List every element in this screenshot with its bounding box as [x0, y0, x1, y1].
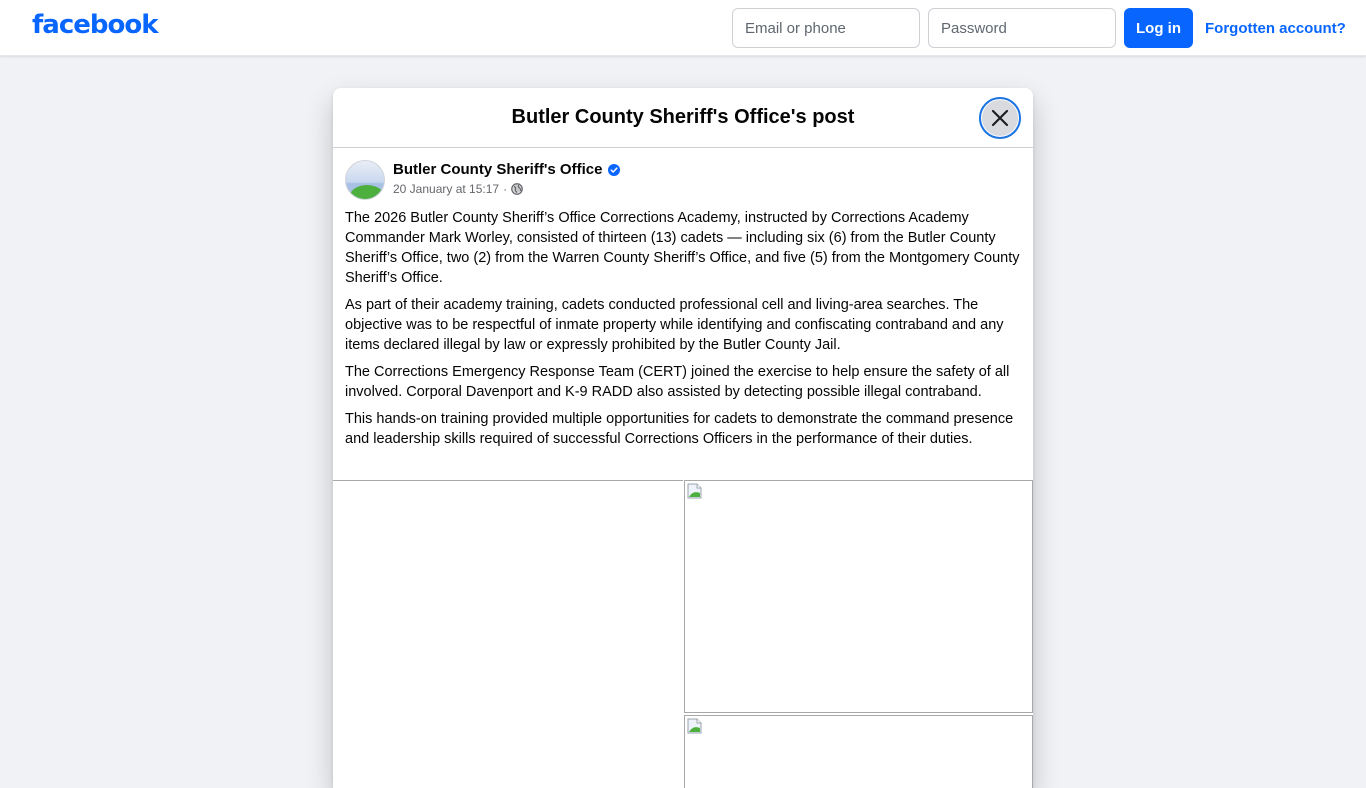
- password-field[interactable]: [928, 8, 1116, 48]
- verified-badge-icon: [608, 164, 620, 176]
- post-paragraph: As part of their academy training, cadets conducted professional cell and living-area searches. The objective was to be respectful of inmate property while identifying and confiscating contraband and any items declared illegal by law or expressly prohibited by the Butler County Jail.: [345, 297, 1004, 353]
- post-media-grid: [333, 480, 1033, 788]
- post-photo-secondary[interactable]: [684, 480, 1033, 713]
- forgotten-account-link[interactable]: Forgotten account?: [1205, 19, 1346, 37]
- close-button[interactable]: [979, 97, 1021, 139]
- post-paragraph: This hands-on training provided multiple opportunities for cadets to demonstrate the command presence and leadership skills required of successful Corrections Officers in the performance of their duties.: [345, 411, 1014, 447]
- avatar-placeholder-graphic: [350, 185, 384, 200]
- post-timestamp[interactable]: 20 January at 15:17: [393, 182, 500, 196]
- avatar[interactable]: [345, 160, 385, 200]
- author-name-text[interactable]: Butler County Sheriff's Office: [393, 161, 603, 178]
- post-body: [333, 204, 1033, 449]
- email-field[interactable]: [732, 8, 920, 48]
- globe-icon: [511, 183, 523, 195]
- top-navigation-bar: [0, 0, 1366, 56]
- broken-image-icon: [687, 483, 703, 499]
- post-paragraph: The Corrections Emergency Response Team (CERT) joined the exercise to help ensure the safety of all involved. Corporal Davenport and K-9 RADD also assisted by detecting possible illegal contraband.: [345, 364, 1010, 400]
- post-meta: [393, 182, 523, 196]
- close-icon: [991, 109, 1009, 127]
- dialog-header: [333, 88, 1033, 148]
- broken-image-icon: [687, 718, 703, 734]
- facebook-logo[interactable]: facebook: [32, 10, 158, 40]
- post-header: [333, 148, 1033, 204]
- login-button[interactable]: Log in: [1124, 8, 1193, 48]
- post-paragraph: The 2026 Butler County Sheriff’s Office Corrections Academy, instructed by Corrections Academy Commander Mark Worley, consisted of thirteen (13) cadets — including six (6) from the Butler County Sheriff’s Office, two (2) from the Warren County Sheriff’s Office, and five (5) from the Montgomery County Sheriff’s Office.: [345, 210, 1020, 286]
- login-form: [732, 8, 1346, 48]
- author-name[interactable]: [393, 161, 620, 178]
- post-photo-main[interactable]: [333, 480, 683, 788]
- post-photo-tertiary[interactable]: [684, 715, 1033, 788]
- meta-separator: ·: [503, 182, 508, 196]
- dialog-title: Butler County Sheriff's Office's post: [511, 106, 855, 128]
- post-dialog: [333, 88, 1033, 788]
